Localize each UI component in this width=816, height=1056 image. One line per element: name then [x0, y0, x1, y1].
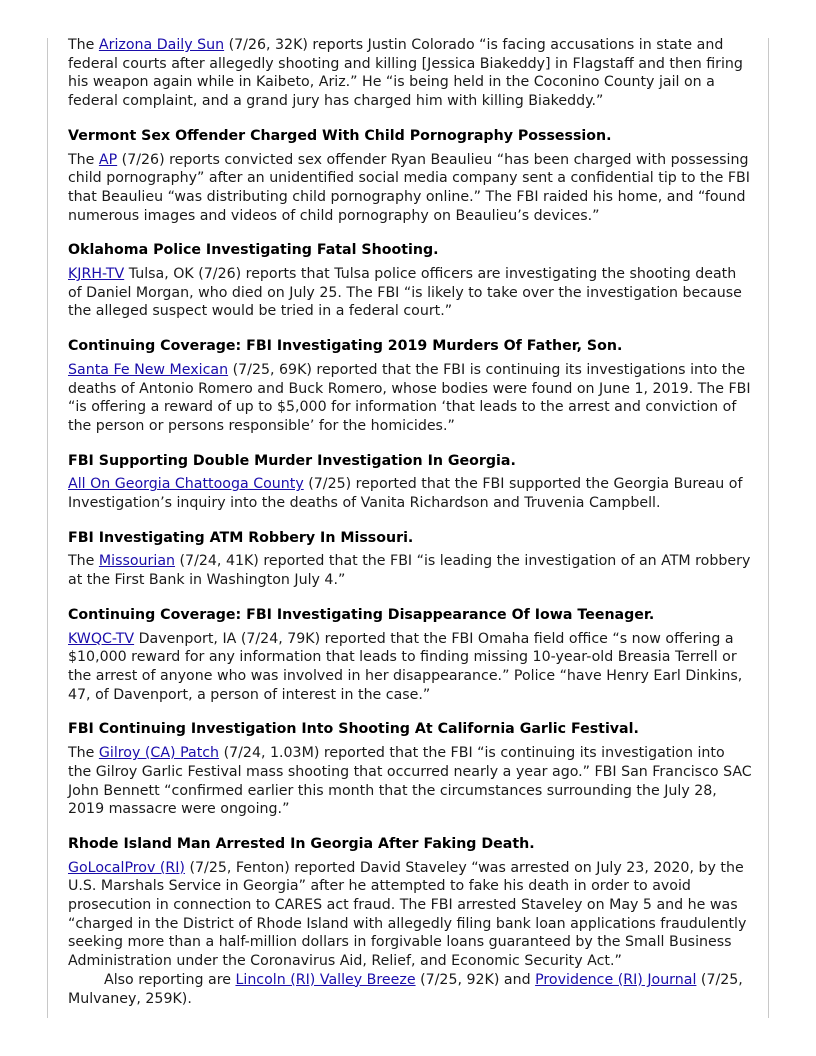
- article-missouri-atm-robbery: [68, 529, 752, 590]
- article-body: The Gilroy (CA) Patch (7/24, 1.03M) reported that the FBI “is continuing its investigation into the Gilroy Garlic Festival mass shooting that occurred nearly a year ago.” FBI San Francisco SAC John Bennett “confirmed earlier this month that the circumstances surrounding the July 28, 2019 massacre were ongoing.”: [68, 745, 752, 818]
- source-link-providence-journal[interactable]: Providence (RI) Journal: [535, 971, 697, 988]
- source-link-ap[interactable]: AP: [98, 151, 118, 168]
- article-headline: FBI Supporting Double Murder Investigation In Georgia.: [68, 452, 516, 469]
- article-vermont-sex-offender: [68, 127, 752, 226]
- article-gilroy-garlic-festival: [68, 720, 752, 819]
- article-body: The Arizona Daily Sun (7/26, 32K) reports Justin Colorado “is facing accusations in state and federal courts after allegedly shooting and killing [Jessica Biakeddy] in Flagstaff and then firing his weapon again while in Kaibeto, Ariz.” He “is being held in the Coconino County jail on a federal complaint, and a grand jury has charged him with killing Biakeddy.”: [68, 37, 743, 110]
- article-body: All On Georgia Chattooga County (7/25) reported that the FBI supported the Georgia Bureau of Investigation’s inquiry into the deaths of Vanita Richardson and Truvenia Campbell.: [68, 476, 743, 512]
- article-headline: FBI Continuing Investigation Into Shooting At California Garlic Festival.: [68, 721, 639, 738]
- source-link-missourian[interactable]: Missourian: [98, 553, 176, 570]
- article-santa-fe-murders: [68, 337, 752, 436]
- article-iowa-teenager: [68, 606, 752, 705]
- source-link-gilroy-patch[interactable]: Gilroy (CA) Patch: [98, 745, 220, 762]
- article-headline: Oklahoma Police Investigating Fatal Shooting.: [68, 242, 439, 259]
- article-body: GoLocalProv (RI) (7/25, Fenton) reported David Staveley “was arrested on July 23, 2020, by the U.S. Marshals Service in Georgia” after he attempted to fake his death in order to avoid prosecution in connection to CARES act fraud. The FBI arrested Staveley on May 5 and he was “charged in the District of Rhode Island with allegedly filing bank loan applications fraudulently seeking more than a half-million dollars in forgivable loans guaranteed by the Small Business Administration under the Coronavirus Aid, Relief, and Economic Security Act.”: [68, 859, 747, 970]
- news-clips-column: [68, 36, 752, 1024]
- article-headline: Continuing Coverage: FBI Investigating 2019 Murders Of Father, Son.: [68, 338, 623, 355]
- article-rhode-island-man: [68, 835, 752, 1008]
- source-link-santa-fe-new-mexican[interactable]: Santa Fe New Mexican: [68, 361, 229, 378]
- source-link-golocalprov[interactable]: GoLocalProv (RI): [68, 859, 185, 876]
- article-headline: Vermont Sex Offender Charged With Child Pornography Possession.: [68, 127, 612, 144]
- source-link-arizona-daily-sun[interactable]: Arizona Daily Sun: [98, 37, 225, 53]
- source-link-kwqc-tv[interactable]: KWQC-TV: [68, 630, 135, 647]
- article-body: KJRH-TV Tulsa, OK (7/26) reports that Tulsa police officers are investigating the shooting death of Daniel Morgan, who died on July 25. The FBI “is likely to take over the investigation because the alleged suspect would be tried in a federal court.”: [68, 266, 742, 320]
- article-body: Santa Fe New Mexican (7/25, 69K) reported that the FBI is continuing its investigations into the deaths of Antonio Romero and Buck Romero, whose bodies were found on June 1, 2019. The FBI “is offering a reward of up to $5,000 for information ‘that leads to the arrest and conviction of the person or persons responsible’ for the homicides.”: [68, 361, 751, 434]
- article-headline: Continuing Coverage: FBI Investigating Disappearance Of Iowa Teenager.: [68, 606, 655, 623]
- article-body: The Missourian (7/24, 41K) reported that the FBI “is leading the investigation of an ATM robbery at the First Bank in Washington July 4.”: [68, 553, 751, 589]
- also-reporting-line: Also reporting are Lincoln (RI) Valley Breeze (7/25, 92K) and Providence (RI) Journal (7/25, Mulvaney, 259K).: [68, 971, 743, 1007]
- article-body: The AP (7/26) reports convicted sex offender Ryan Beaulieu “has been charged with possessing child pornography” after an unidentified social media company sent a confidential tip to the FBI that Beaulieu “was distributing child pornography online.” The FBI raided his home, and “found numerous images and videos of child pornography on Beaulieu’s devices.”: [68, 151, 750, 224]
- article-georgia-double-murder: [68, 452, 752, 513]
- article-arizona-daily-sun: [68, 36, 752, 111]
- source-link-kjrh-tv[interactable]: KJRH-TV: [68, 266, 125, 283]
- article-body: KWQC-TV Davenport, IA (7/24, 79K) reported that the FBI Omaha field office “s now offering a $10,000 reward for any information that leads to finding missing 10-year-old Breasia Terrell or the arrest of anyone who was involved in her disappearance.” Police “have Henry Earl Dinkins, 47, of Davenport, a person of interest in the case.”: [68, 630, 743, 703]
- article-headline: Rhode Island Man Arrested In Georgia After Faking Death.: [68, 835, 535, 852]
- right-border-line: [768, 38, 769, 1018]
- left-border-line: [47, 38, 48, 1018]
- article-oklahoma-police: [68, 241, 752, 321]
- source-link-all-on-georgia[interactable]: All On Georgia Chattooga County: [68, 476, 304, 493]
- article-headline: FBI Investigating ATM Robbery In Missouri.: [68, 529, 414, 546]
- source-link-lincoln-valley-breeze[interactable]: Lincoln (RI) Valley Breeze: [235, 971, 416, 988]
